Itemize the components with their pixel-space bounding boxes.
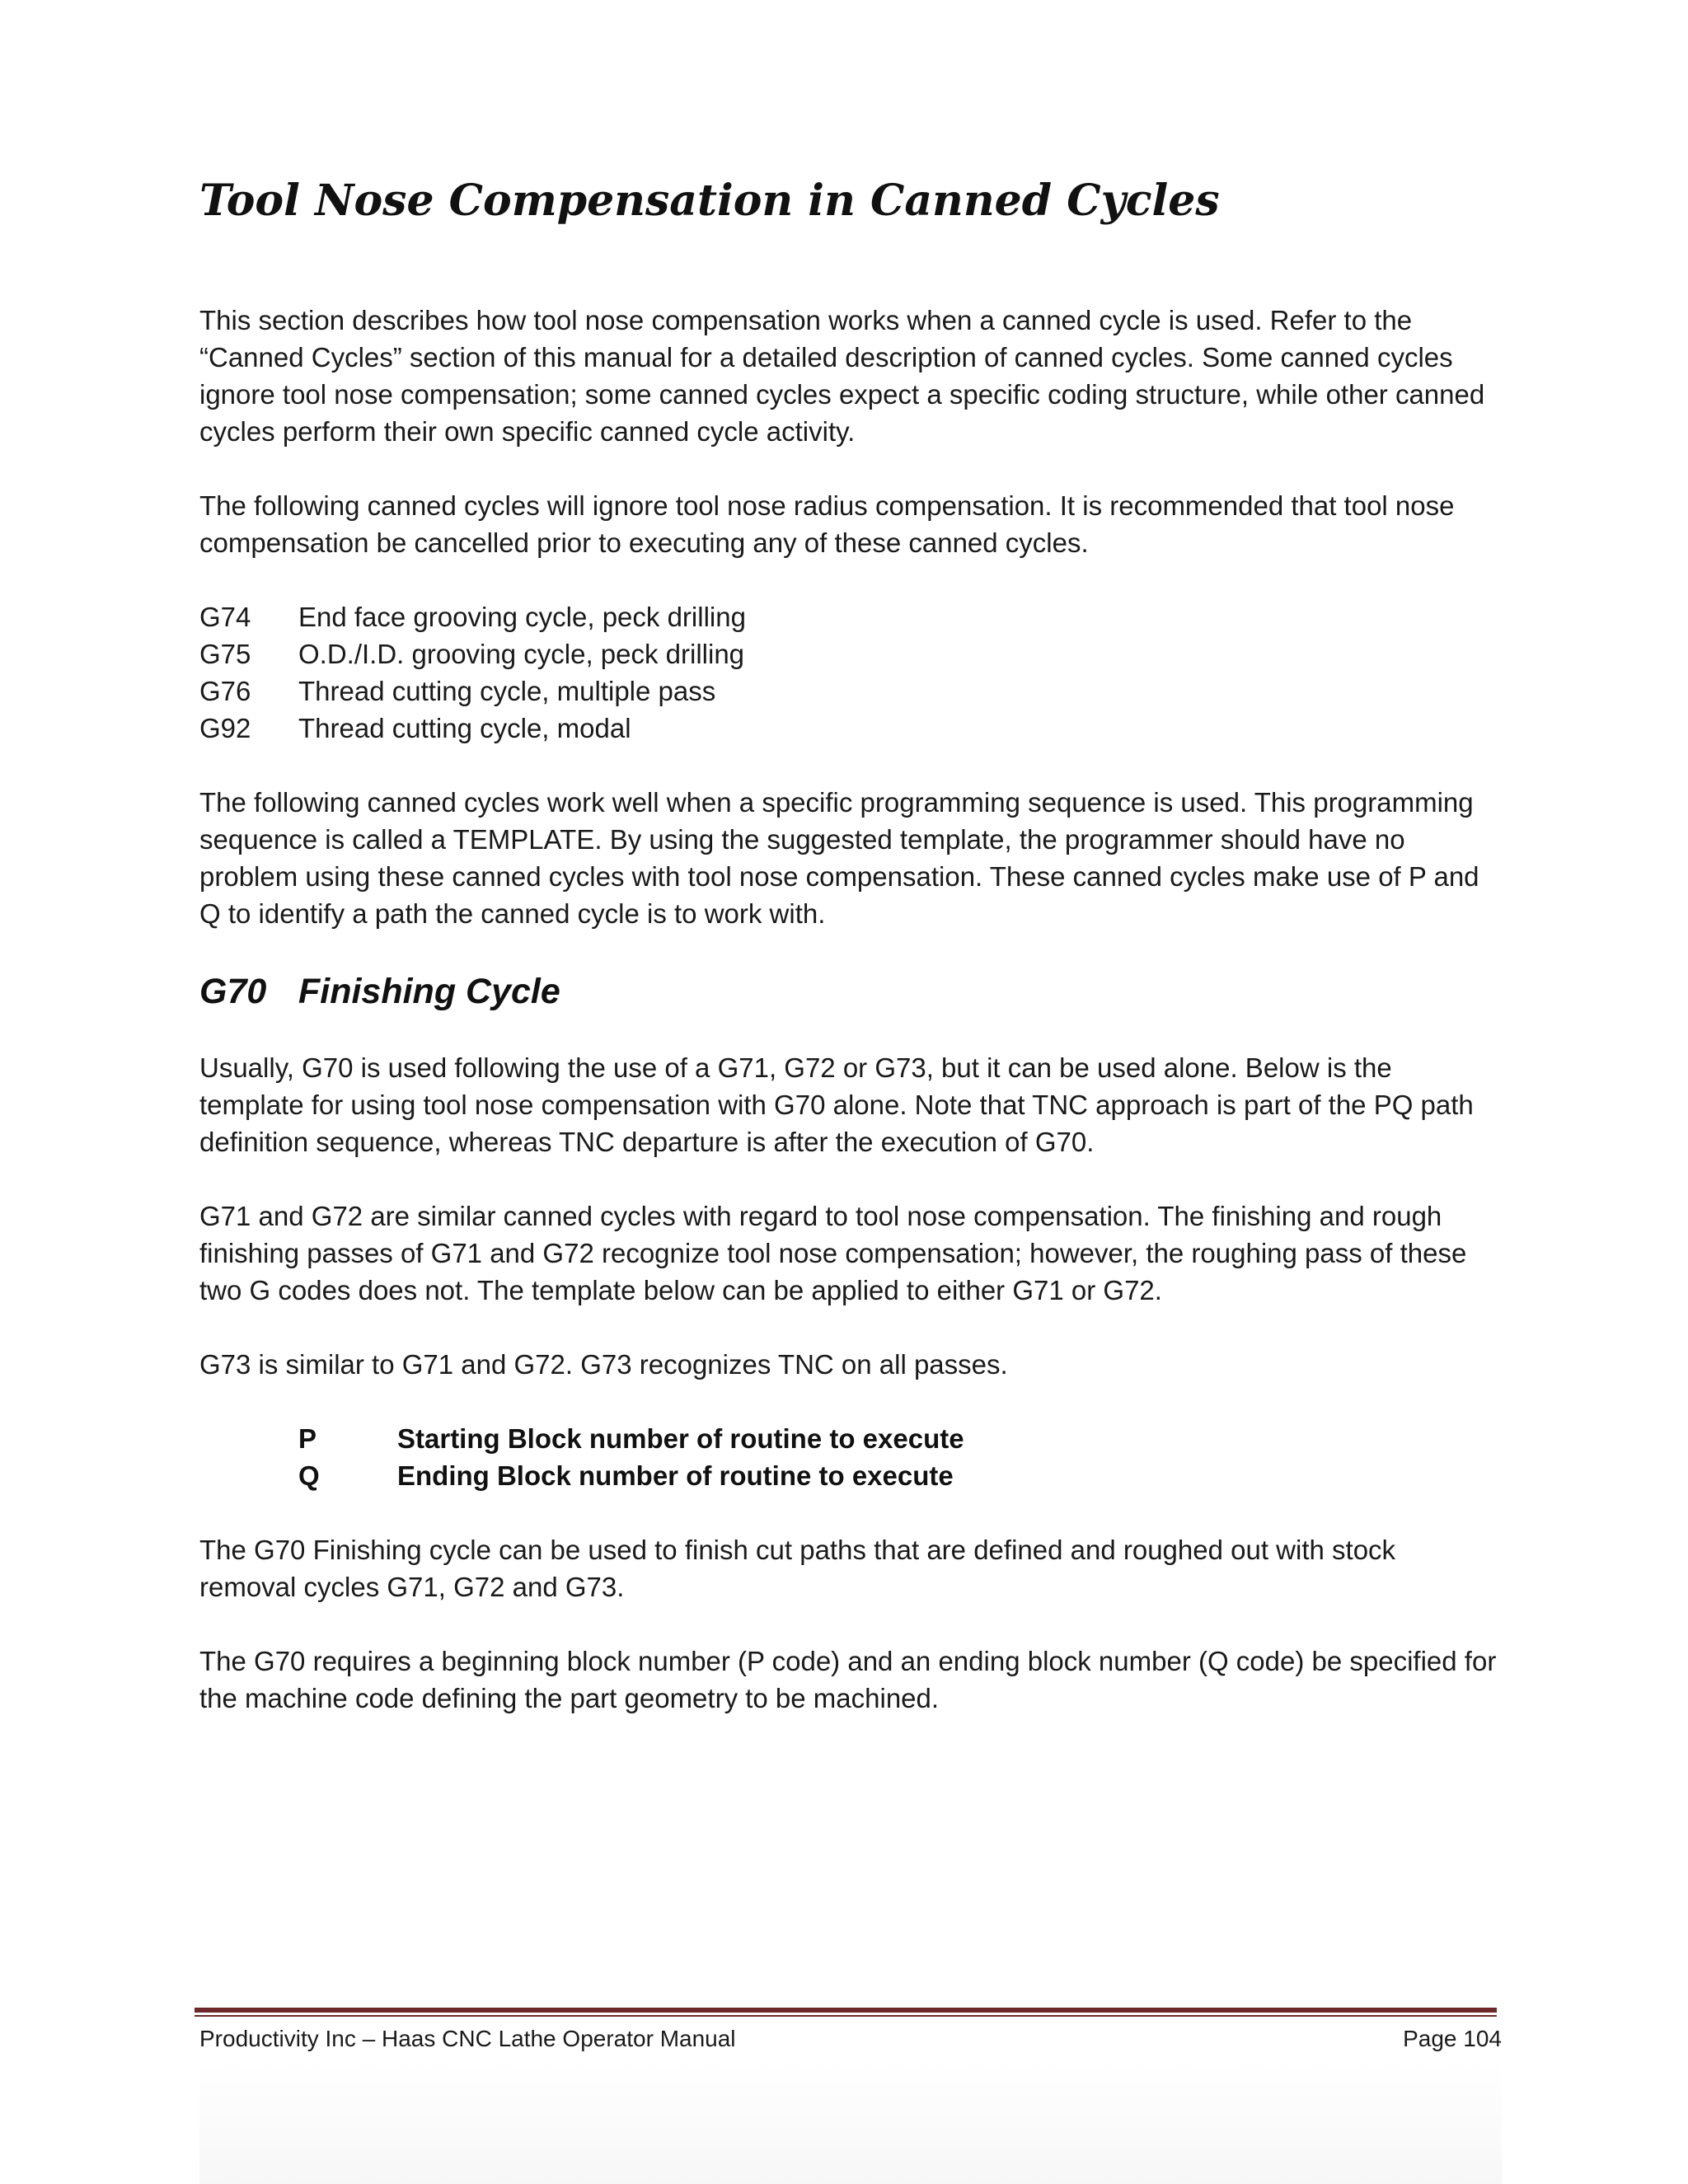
finish-cycle-paragraph: The G70 Finishing cycle can be used to finish cut paths that are defined and roughed out with stock removal cycles G71, G72 and G73.: [199, 1535, 1396, 1602]
pq-definitions: [199, 1420, 1497, 1494]
ignore-tnc-paragraph: The following canned cycles will ignore tool nose radius compensation. It is recommended that tool nose compensation be cancelled prior to executing any of these canned cycles.: [199, 490, 1455, 558]
pq-letter: P: [298, 1423, 317, 1454]
footer-page-number: Page 104: [1403, 2026, 1502, 2051]
spacer: [199, 1015, 1497, 1049]
cycle-code: G74: [199, 602, 251, 632]
page-title: Tool Nose Compensation in Canned Cycles: [199, 176, 1220, 226]
requires-paragraph: The G70 requires a beginning block number (P code) and an ending block number (Q code) be specified for the machine code defining the part geometry to be machined.: [199, 1646, 1497, 1713]
list-item: [199, 598, 1497, 635]
spacer: [199, 1309, 1497, 1346]
spacer: [199, 747, 1497, 784]
spacer: [199, 1494, 1497, 1531]
cycle-description: Thread cutting cycle, multiple pass: [298, 676, 716, 706]
cycle-description: End face grooving cycle, peck drilling: [298, 602, 746, 632]
g70-usage-paragraph: Usually, G70 is used following the use of a G71, G72 or G73, but it can be used alone. Below is the template for using tool nose compensation with G70 alone. Note that TNC approach is part of the PQ path definition sequence, whereas TNC departure is after the execution of G70.: [199, 1052, 1474, 1157]
spacer: [199, 561, 1497, 598]
manual-page: [199, 0, 1502, 2184]
spacer: [199, 1160, 1497, 1197]
g71-g72-paragraph: G71 and G72 are similar canned cycles with regard to tool nose compensation. The finishing and rough finishing passes of G71 and G72 recognize tool nose compensation; however, the roughing pass of these two G codes does not. The template below can be applied to either G71 or G72.: [199, 1201, 1467, 1305]
intro-paragraph: This section describes how tool nose compensation works when a canned cycle is used. Refer to the “Canned Cycles” section of this manual for a detailed description of canned cycles. Some canned cycles ignore tool nose compensation; some canned cycles expect a specific coding structure, while other canned cycles perform their own specific canned cycle activity.: [199, 305, 1485, 447]
pq-letter: Q: [298, 1460, 320, 1491]
cycle-code: G76: [199, 676, 251, 706]
spacer: [199, 1605, 1497, 1643]
section-code: G70: [199, 972, 267, 1011]
footer-rule: [195, 2008, 1497, 2013]
cycle-description: O.D./I.D. grooving cycle, peck drilling: [298, 639, 745, 669]
ignored-cycles-list: [199, 598, 1497, 747]
list-item: [199, 1420, 1497, 1457]
g73-paragraph: G73 is similar to G71 and G72. G73 recognizes TNC on all passes.: [199, 1349, 1008, 1380]
list-item: [199, 673, 1497, 710]
cycle-code: G92: [199, 713, 251, 743]
spacer: [199, 450, 1497, 487]
list-item: [199, 710, 1497, 747]
page-body: [199, 302, 1497, 1717]
section-heading: [199, 968, 1497, 1015]
spacer: [199, 1383, 1497, 1420]
cycle-code: G75: [199, 639, 251, 669]
spacer: [199, 932, 1497, 968]
footer-manual-title: Productivity Inc – Haas CNC Lathe Operator Manual: [199, 2026, 736, 2051]
footer-rule: [195, 2015, 1497, 2017]
cycle-description: Thread cutting cycle, modal: [298, 713, 631, 743]
template-paragraph: The following canned cycles work well when a specific programming sequence is used. This programming sequence is called a TEMPLATE. By using the suggested template, the programmer should have no problem using these canned cycles with tool nose compensation. These canned cycles make use of P and Q to identify a path the canned cycle is to work with.: [199, 787, 1479, 929]
page-bottom-shade: [199, 2060, 1502, 2184]
pq-description: Starting Block number of routine to execute: [397, 1423, 964, 1454]
section-title: Finishing Cycle: [298, 972, 560, 1011]
list-item: [199, 1457, 1497, 1494]
pq-description: Ending Block number of routine to execute: [397, 1460, 954, 1491]
list-item: [199, 635, 1497, 673]
